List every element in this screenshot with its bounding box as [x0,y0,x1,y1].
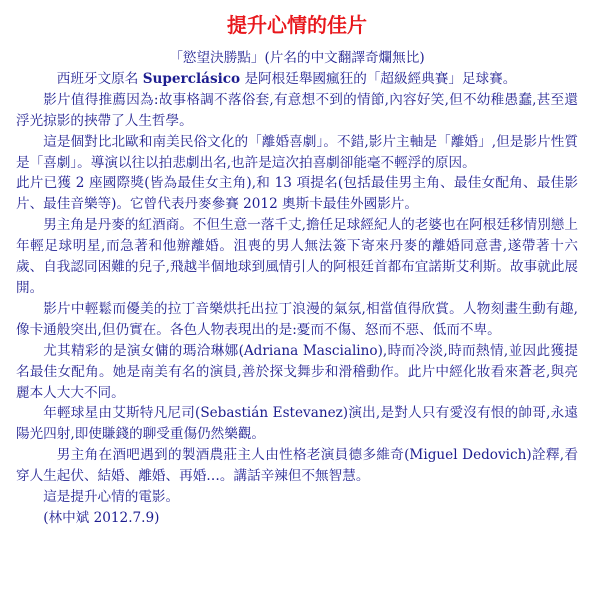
paragraph-music: 影片中輕鬆而優美的拉丁音樂烘托出拉丁浪漫的氣氛,相當值得欣賞。人物刻畫生動有趣,像卡通般突出,但仍實在。各色人物表現出的是:憂而不傷、怒而不惡、低而不卑。 [16,300,578,338]
paragraph-winemaker: 男主角在酒吧遇到的製酒農莊主人由性格老演員德多維奇(Miguel Dedovich)詮釋,看穿人生起伏、結婚、離婚、再婚…。講話辛辣但不無智慧。 [16,447,578,485]
paragraph-recommendation: 影片值得推薦因為:故事格調不落俗套,有意想不到的情節,內容好笑,但不幼稚愚蠢,甚至還浮光掠影的挾帶了人生哲學。 [16,91,578,129]
intro-before: 西班牙文原名 [56,70,143,87]
intro-paragraph [16,69,578,90]
paragraph-star: 年輕球星由艾斯特凡尼司(Sebastián Estevanez)演出,是對人只有愛沒有恨的帥哥,永遠陽光四射,即使賺錢的聊受重傷仍然樂觀。 [16,405,578,443]
subtitle-line: 「慾望決勝點」(片名的中文翻譯奇爛無比) [169,50,425,66]
article-body [16,48,578,529]
page-title: 提升心情的佳片 [227,13,367,37]
signature-line: (林中斌 2012.7.9) [43,509,160,526]
intro-after: 是阿根廷舉國瘋狂的「超級經典賽」足球賽。 [240,70,517,87]
paragraph-comedy: 這是個對比北歐和南美民俗文化的「離婚喜劇」。不錯,影片主軸是「離婚」,但是影片性質是「喜劇」。導演以往以拍悲劇出名,也許是這次拍喜劇卻能毫不輕浮的原因。 [16,133,578,171]
paragraph-awards: 此片已獲 2 座國際獎(皆為最佳女主角),和 13 項提名(包括最佳男主角、最佳女配角、最佳影片、最佳音樂等)。它曾代表丹麥參賽 2012 奧斯卡最佳外國影片。 [16,175,578,213]
closing-line: 這是提升心情的電影。 [43,489,180,506]
paragraph-plot: 男主角是丹麥的紅酒商。不但生意一落千丈,擔任足球經紀人的老婆也在阿根廷移情別戀上年輕足球明星,而急著和他辦離婚。沮喪的男人無法簽下寄來丹麥的離婚同意書,遂帶著十六歲、自我認同困難的兒子,飛越半個地球到風情引人的阿根廷首都布宜諾斯艾利斯。故事就此展開。 [16,217,578,296]
original-title: Superclásico [142,70,241,87]
paragraph-maid: 尤其精彩的是演女傭的瑪洽琳娜(Adriana Mascialino),時而冷淡,時而熱情,並因此獲提名最佳女配角。她是南美有名的演員,善於探戈舞步和滑稽動作。此片中經化妝看來蒼老,與亮麗本人大大不同。 [16,342,578,401]
